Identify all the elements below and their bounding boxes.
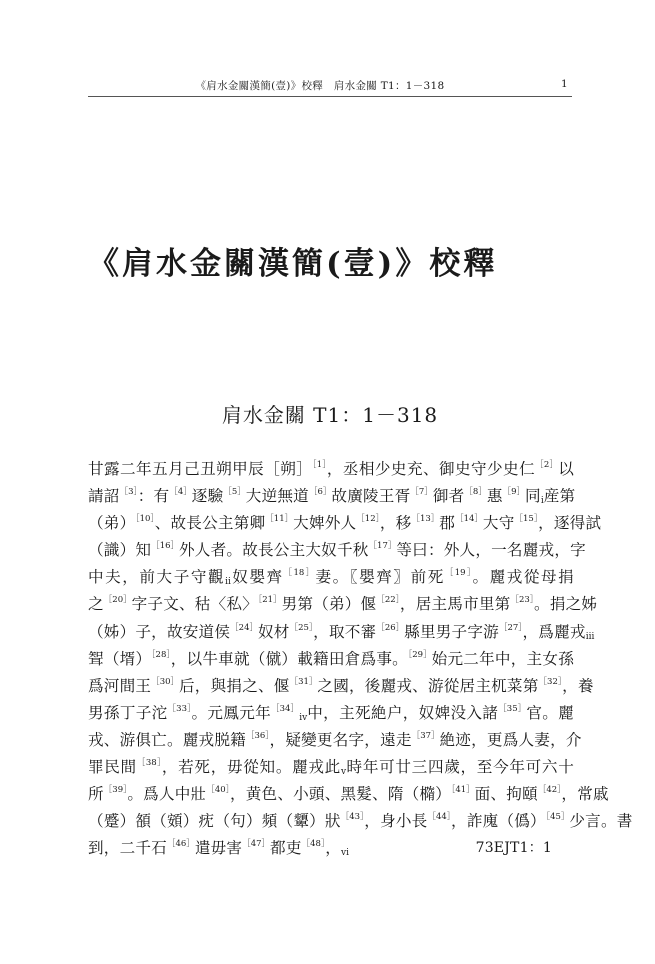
text-run: 中夫，前大子守觀 xyxy=(88,568,226,587)
footnote-ref: ［1］ xyxy=(312,460,327,470)
text-line xyxy=(88,754,574,781)
footnote-ref: ［36］ xyxy=(245,730,270,741)
text-run: ，爲麗戎 xyxy=(522,622,586,641)
text-run: 之國，後麗戎、游從居主杌菜第 xyxy=(317,676,539,695)
text-run: ，若死，毋從知。麗戎此 xyxy=(161,758,341,777)
text-run: 。元鳳元年 xyxy=(191,703,272,722)
text-run: ，黄色、小頭、黑髮、隋（橢） xyxy=(229,785,452,804)
footnote-ref: ［2］ xyxy=(535,460,559,470)
footnote-ref: ［3］ xyxy=(119,487,138,498)
text-run: （識）知 xyxy=(88,541,152,560)
footnote-ref: ［17］ xyxy=(368,541,397,552)
document-body xyxy=(88,456,633,862)
footnote-ref: ［27］ xyxy=(498,622,523,633)
slip-catalog-number: 73EJT1：1 xyxy=(475,840,552,857)
text-run: 中，主死絶户，奴婢没入諸 xyxy=(307,703,499,722)
footnote-ref: ［35］ xyxy=(498,703,527,714)
running-header-title: 《肩水金關漢簡(壹)》校釋 肩水金關 T1：1－318 xyxy=(195,80,445,92)
text-run: 所 xyxy=(88,785,104,804)
slip-break-marker: v xyxy=(340,767,347,778)
text-run: 奴材 xyxy=(257,622,290,641)
text-run: ，詐廆（僞） xyxy=(451,812,546,831)
text-line xyxy=(88,564,574,591)
text-run: ，丞相少史充、御史守少史仁 xyxy=(326,460,536,478)
text-run: 甘露二年五月己丑朔甲辰［朔］ xyxy=(88,460,313,478)
page-number: 1 xyxy=(561,78,568,90)
text-run: 産第 xyxy=(543,487,576,506)
text-line xyxy=(88,619,595,646)
text-run: 。捐之姊 xyxy=(534,595,598,614)
page-title: 《肩水金關漢簡(壹)》校釋 xyxy=(88,246,498,282)
footnote-ref: ［26］ xyxy=(376,622,405,633)
text-run: （姊）子，故安道侯 xyxy=(88,622,231,641)
footnote-ref: ［21］ xyxy=(257,595,282,606)
footnote-ref: ［30］ xyxy=(151,676,180,687)
footnote-ref: ［48］ xyxy=(301,839,326,850)
text-run: ，移 xyxy=(379,514,412,533)
text-run: 奴嬰齊 xyxy=(230,568,284,587)
slip-break-marker: iii xyxy=(585,631,595,642)
text-run: ，取不審 xyxy=(313,622,377,641)
footnote-ref: ［28］ xyxy=(151,649,171,660)
text-line xyxy=(88,700,574,727)
text-run: 。爲人中壯 xyxy=(127,785,207,804)
slip-break-marker: iv xyxy=(299,712,308,723)
text-run: ，逐得試 xyxy=(538,514,602,533)
text-run: 到，二千石 xyxy=(88,839,167,858)
text-run: 聟（壻） xyxy=(88,649,152,668)
footnote-ref: ［29］ xyxy=(407,649,432,660)
text-line xyxy=(88,673,594,700)
text-run: 官。麗 xyxy=(526,703,574,722)
footnote-ref: ［20］ xyxy=(103,595,132,606)
text-run: 、故長公主第卿 xyxy=(154,514,266,533)
text-run: 大逆無道 xyxy=(245,487,309,506)
text-run: 絶迹，更爲人妻，介 xyxy=(439,730,582,749)
text-line xyxy=(88,808,633,835)
footnote-ref: ［16］ xyxy=(151,541,180,552)
text-line xyxy=(88,646,574,673)
footnote-ref: ［42］ xyxy=(537,785,562,796)
footnote-ref: ［31］ xyxy=(289,676,318,687)
text-run: ，以牛車就（僦）載籍田倉爲事。 xyxy=(170,649,408,668)
running-header xyxy=(88,76,572,97)
text-run: 等曰：外人，一名麗戎，字 xyxy=(396,541,586,560)
text-run: 妻。〖嬰齊〗前死 xyxy=(315,568,445,587)
text-run: 大守 xyxy=(482,514,515,533)
text-run: 時年可廿三四歲，至今年可六十 xyxy=(346,758,574,777)
text-line xyxy=(88,781,609,808)
text-run: 爲河間王 xyxy=(88,676,152,695)
text-run: 男第（弟）偃 xyxy=(281,595,377,614)
text-run: 同 xyxy=(525,487,541,506)
slip-break-marker: vi xyxy=(341,848,349,859)
footnote-ref: ［12］ xyxy=(356,514,380,525)
footnote-ref: ［24］ xyxy=(230,622,258,633)
section-heading: 肩水金關 T1：1－318 xyxy=(221,403,439,427)
text-line xyxy=(88,835,574,862)
text-run: 郡 xyxy=(439,514,456,533)
text-run: 后，與捐之、偃 xyxy=(179,676,290,695)
footnote-ref: ［4］ xyxy=(169,487,192,498)
text-run: 外人者。故長公主大奴千秋 xyxy=(179,541,369,560)
footnote-ref: ［44］ xyxy=(427,812,452,823)
footnote-ref: ［43］ xyxy=(340,812,365,823)
text-run: 少言。書 xyxy=(569,812,633,831)
text-run: 。麗戎從母捐 xyxy=(472,568,574,587)
text-line xyxy=(88,483,574,510)
text-run: ：有 xyxy=(137,487,170,506)
footnote-ref: ［46］ xyxy=(166,839,195,850)
footnote-ref: ［7］ xyxy=(410,487,433,498)
text-run: ， xyxy=(325,839,341,858)
text-run: 都吏 xyxy=(270,839,302,858)
footnote-ref: ［22］ xyxy=(376,595,400,606)
footnote-ref: ［39］ xyxy=(103,785,128,796)
footnote-ref: ［45］ xyxy=(545,812,570,823)
footnote-ref: ［47］ xyxy=(242,839,271,850)
text-run: 故廣陵王胥 xyxy=(331,487,411,506)
slip-break-marker: ii xyxy=(225,577,231,588)
text-run: 御者 xyxy=(432,487,465,506)
footnote-ref: ［8］ xyxy=(464,487,487,498)
text-run: 縣里男子字游 xyxy=(404,622,499,641)
footnote-ref: ［32］ xyxy=(538,676,563,687)
footnote-ref: ［5］ xyxy=(223,487,246,498)
text-run: ，居主馬市里第 xyxy=(399,595,511,614)
text-run: （弟） xyxy=(88,514,136,533)
footnote-ref: ［11］ xyxy=(265,514,294,525)
text-run: 之 xyxy=(88,595,104,614)
footnote-ref: ［13］ xyxy=(411,514,440,525)
text-run: 以 xyxy=(558,460,574,478)
slip-break-marker: i xyxy=(540,496,544,507)
footnote-ref: ［37］ xyxy=(411,730,440,741)
footnote-ref: ［10］ xyxy=(135,514,155,525)
footnote-ref: ［9］ xyxy=(502,487,526,498)
text-run: 始元二年中，主女孫 xyxy=(431,649,574,668)
text-run: 逐驗 xyxy=(191,487,224,506)
text-run: （蹙）頟（頞）㽸（句）頻（顰）狀 xyxy=(88,812,341,831)
footnote-ref: ［34］ xyxy=(271,703,300,714)
text-run: 字子文、秙〈私〉 xyxy=(131,595,258,614)
text-run: ，養 xyxy=(562,676,594,695)
text-run: 遣毋害 xyxy=(194,839,243,858)
text-run: 面、拘頤 xyxy=(474,785,538,804)
text-run: 男孫丁子沱 xyxy=(88,703,168,722)
text-run: 請詔 xyxy=(88,487,120,506)
text-run: ，常戚 xyxy=(561,785,609,804)
footnote-ref: ［40］ xyxy=(206,785,230,796)
text-line xyxy=(88,591,598,618)
footnote-ref: ［25］ xyxy=(289,622,314,633)
footnote-ref: ［38］ xyxy=(136,758,162,769)
text-line xyxy=(88,510,602,537)
footnote-ref: ［41］ xyxy=(451,785,475,796)
footnote-ref: ［15］ xyxy=(514,514,539,525)
text-run: ，疑變更名字，遠走 xyxy=(269,730,412,749)
footnote-ref: ［14］ xyxy=(455,514,483,525)
text-line xyxy=(88,456,574,483)
text-run: 罪民間 xyxy=(88,758,137,777)
text-line xyxy=(88,727,582,754)
footnote-ref: ［6］ xyxy=(308,487,332,498)
text-run: 惠 xyxy=(486,487,503,506)
text-run: 大婢外人 xyxy=(293,514,357,533)
footnote-ref: ［33］ xyxy=(167,703,192,714)
footnote-ref: ［18］ xyxy=(283,568,316,579)
text-run: 戎、游俱亡。麗戎脱籍 xyxy=(88,730,246,749)
text-run: ，身小長 xyxy=(364,812,428,831)
text-line xyxy=(88,537,586,564)
footnote-ref: ［19］ xyxy=(444,568,473,579)
footnote-ref: ［23］ xyxy=(510,595,535,606)
